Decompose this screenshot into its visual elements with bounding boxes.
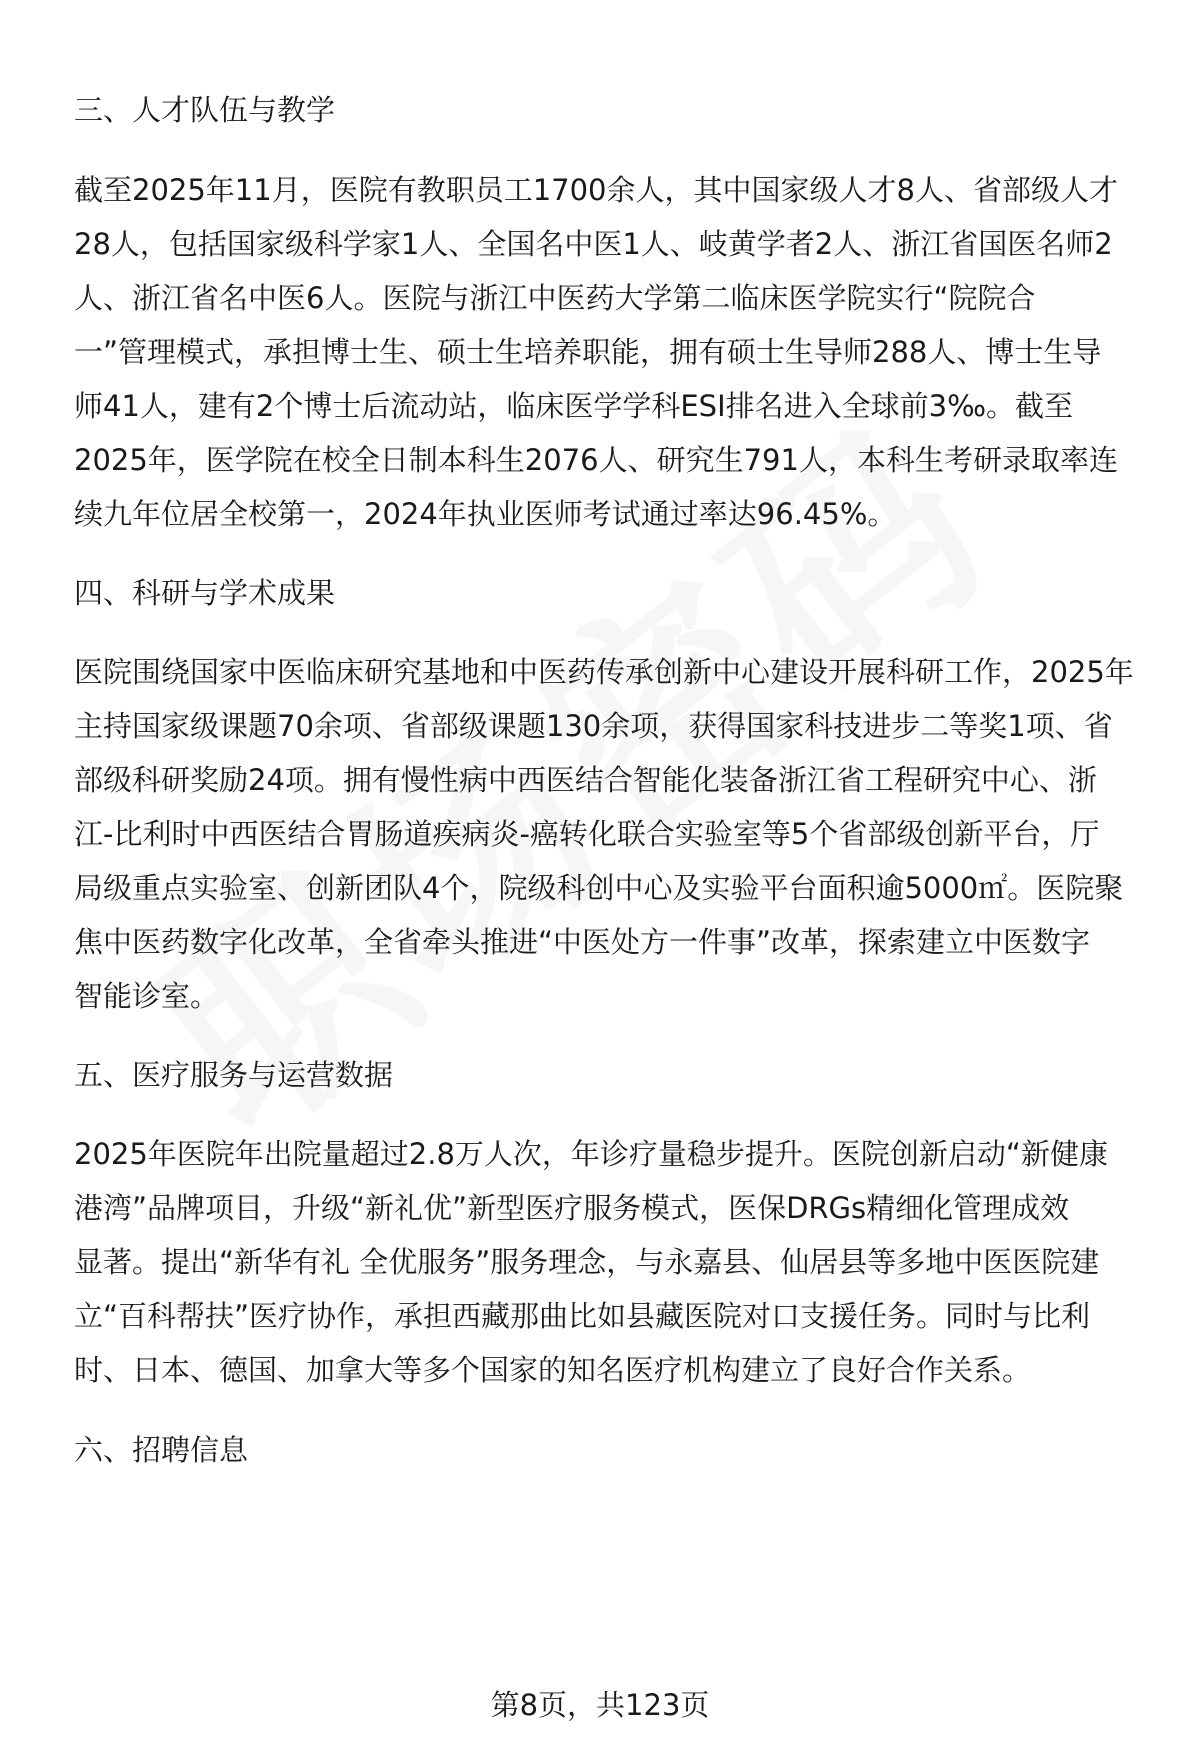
- page-number: 第8页，共123页: [490, 1688, 710, 1722]
- text-line: 人、浙江省名中医6人。医院与浙江中医药大学第二临床医学院实行“院院合: [74, 281, 1036, 315]
- text-line: 局级重点实验室、创新团队4个，院级科创中心及实验平台面积逾5000㎡。医院聚: [74, 871, 1124, 905]
- text-line: 2025年医院年出院量超过2.8万人次，年诊疗量稳步提升。医院创新启动“新健康: [74, 1137, 1108, 1171]
- section-heading-research: 四、科研与学术成果: [74, 576, 336, 610]
- section-heading-talent: 三、人才队伍与教学: [74, 93, 336, 127]
- text-line: 续九年位居全校第一，2024年执业医师考试通过率达96.45%。: [74, 497, 897, 531]
- text-line: 部级科研奖励24项。拥有慢性病中西医结合智能化装备浙江省工程研究中心、浙: [74, 763, 1097, 797]
- text-line: 立“百科帮扶”医疗协作，承担西藏那曲比如县藏医院对口支援任务。同时与比利: [74, 1299, 1091, 1333]
- text-line: 港湾”品牌项目，升级“新礼优”新型医疗服务模式，医保DRGs精细化管理成效: [74, 1191, 1070, 1225]
- section-paragraph-research: [74, 645, 1154, 1023]
- text-line: 智能诊室。: [74, 979, 220, 1013]
- text-line: 江-比利时中西医结合胃肠道疾病炎-癌转化联合实验室等5个省部级创新平台，厅: [74, 817, 1100, 851]
- text-line: 焦中医药数字化改革，全省牵头推进“中医处方一件事”改革，探索建立中医数字: [74, 925, 1091, 959]
- text-line: 28人，包括国家级科学家1人、全国名中医1人、岐黄学者2人、浙江省国医名师2: [74, 227, 1113, 261]
- text-line: 时、日本、德国、加拿大等多个国家的知名医疗机构建立了良好合作关系。: [74, 1353, 1032, 1387]
- section-heading-recruitment: 六、招聘信息: [74, 1433, 249, 1467]
- text-line: 师41人，建有2个博士后流动站，临床医学学科ESI排名进入全球前3‰。截至: [74, 389, 1074, 423]
- text-line: 2025年，医学院在校全日制本科生2076人、研究生791人，本科生考研录取率连: [74, 443, 1118, 477]
- section-heading-medical-service: 五、医疗服务与运营数据: [74, 1058, 394, 1092]
- text-line: 医院围绕国家中医临床研究基地和中医药传承创新中心建设开展科研工作，2025年: [74, 655, 1134, 689]
- section-paragraph-medical-service: [74, 1127, 1154, 1397]
- section-paragraph-talent: [74, 163, 1154, 541]
- text-line: 主持国家级课题70余项、省部级课题130余项，获得国家科技进步二等奖1项、省: [74, 709, 1113, 743]
- text-line: 显著。提出“新华有礼 全优服务”服务理念，与永嘉县、仙居县等多地中医医院建: [74, 1245, 1100, 1279]
- text-line: 截至2025年11月，医院有教职员工1700余人，其中国家级人才8人、省部级人才: [74, 173, 1118, 207]
- text-line: 一”管理模式，承担博士生、硕士生培养职能，拥有硕士生导师288人、博士生导: [74, 335, 1102, 369]
